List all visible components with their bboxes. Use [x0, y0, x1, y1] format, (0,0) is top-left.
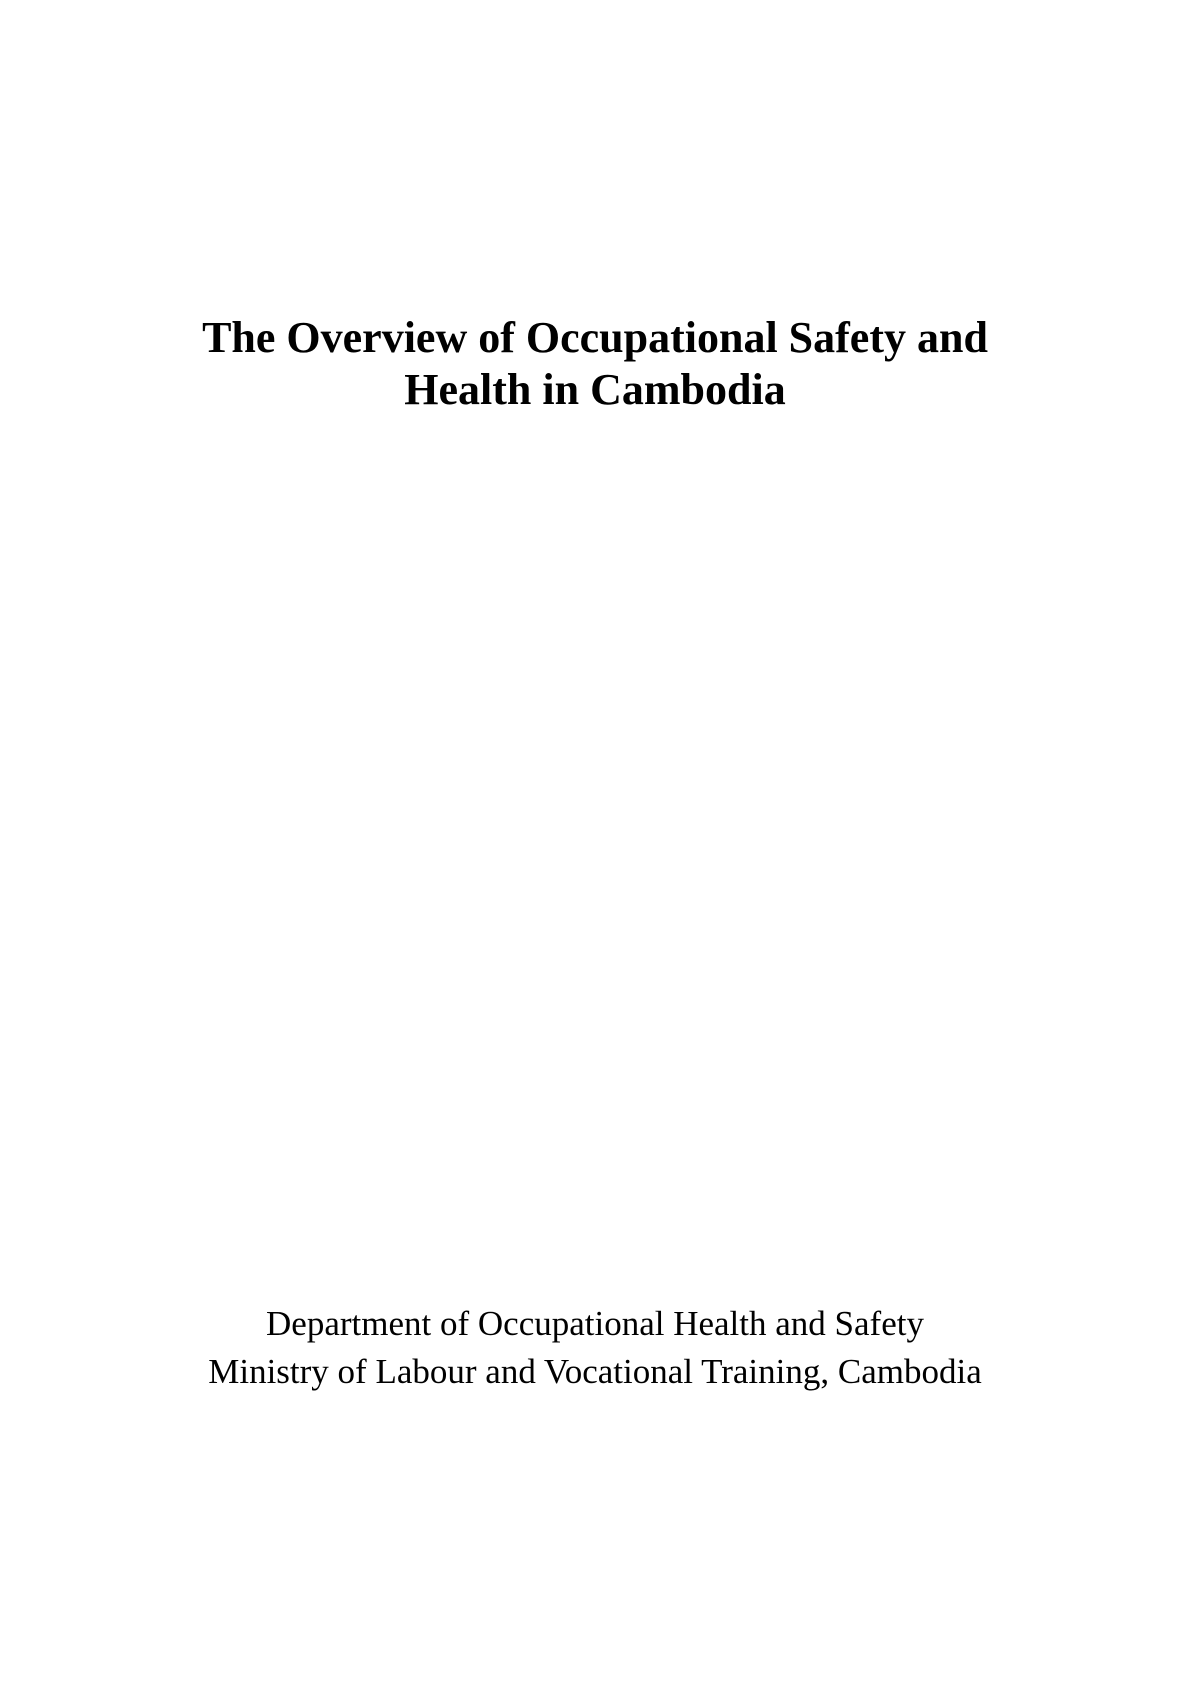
document-title	[0, 312, 1190, 416]
title-line-2: Health in Cambodia	[404, 365, 786, 414]
department-name: Department of Occupational Health and Safety	[266, 1304, 924, 1343]
title-line-1: The Overview of Occupational Safety and	[202, 313, 988, 362]
ministry-name: Ministry of Labour and Vocational Training, Cambodia	[208, 1352, 982, 1391]
publisher-info	[0, 1300, 1190, 1396]
